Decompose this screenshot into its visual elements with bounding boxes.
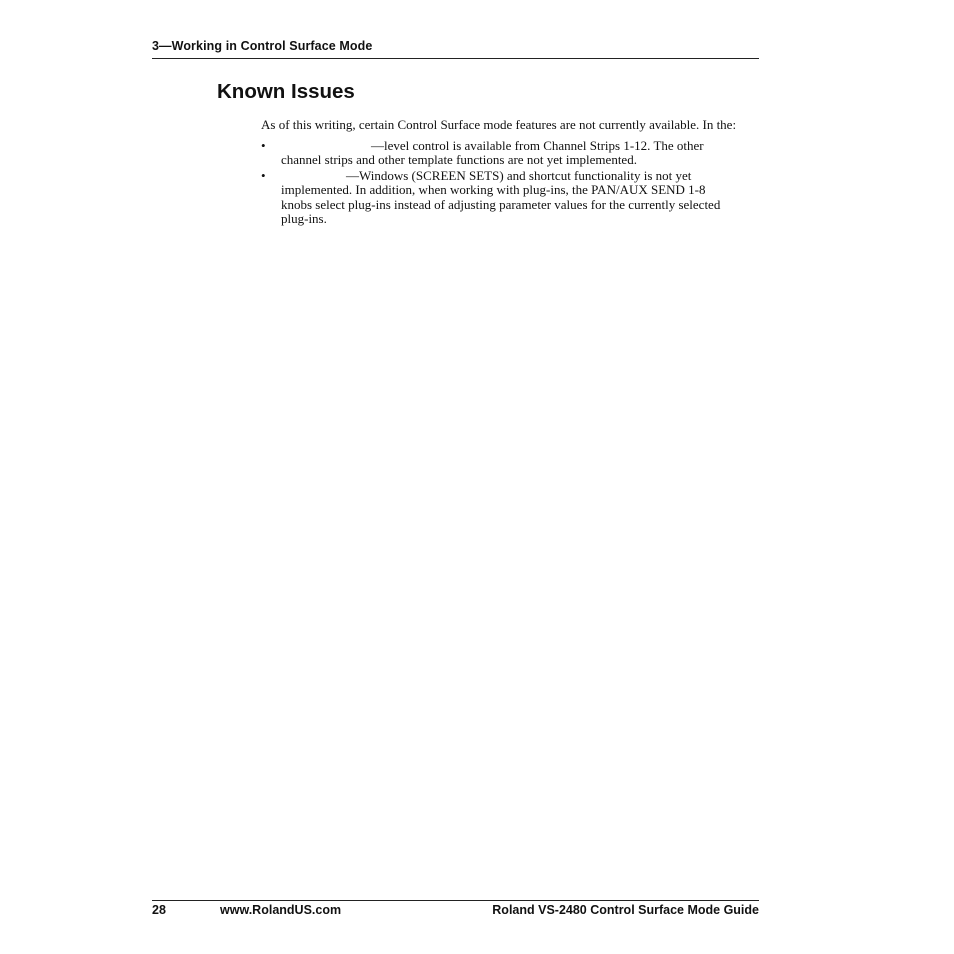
issue-text: —Windows (SCREEN SETS) and shortcut functionality is not yet implemented. In addition, when working with plug-ins, the PAN/AUX SEND 1-8 knobs select plug-ins instead of adjusting parameter values for the currently selected plug-ins. [281,167,721,226]
running-header: 3—Working in Control Surface Mode [152,39,373,53]
header-rule [152,58,759,59]
bullet-icon: • [261,167,266,183]
page-number: 28 [152,903,166,917]
section-heading: Known Issues [217,80,355,103]
footer-rule [152,900,759,901]
issue-list [261,139,739,227]
issue-text: —level control is available from Channel Strips 1-12. The other channel strips and other template functions are not yet implemented. [281,137,704,167]
bullet-icon: • [261,137,266,153]
section-body [261,118,739,228]
footer-url[interactable]: www.RolandUS.com [220,903,342,917]
footer-guide-title: Roland VS-2480 Control Surface Mode Guide [492,903,759,917]
list-item [261,169,739,227]
intro-paragraph: As of this writing, certain Control Surface mode features are not currently available. In the: [261,117,737,132]
list-item [261,139,739,168]
